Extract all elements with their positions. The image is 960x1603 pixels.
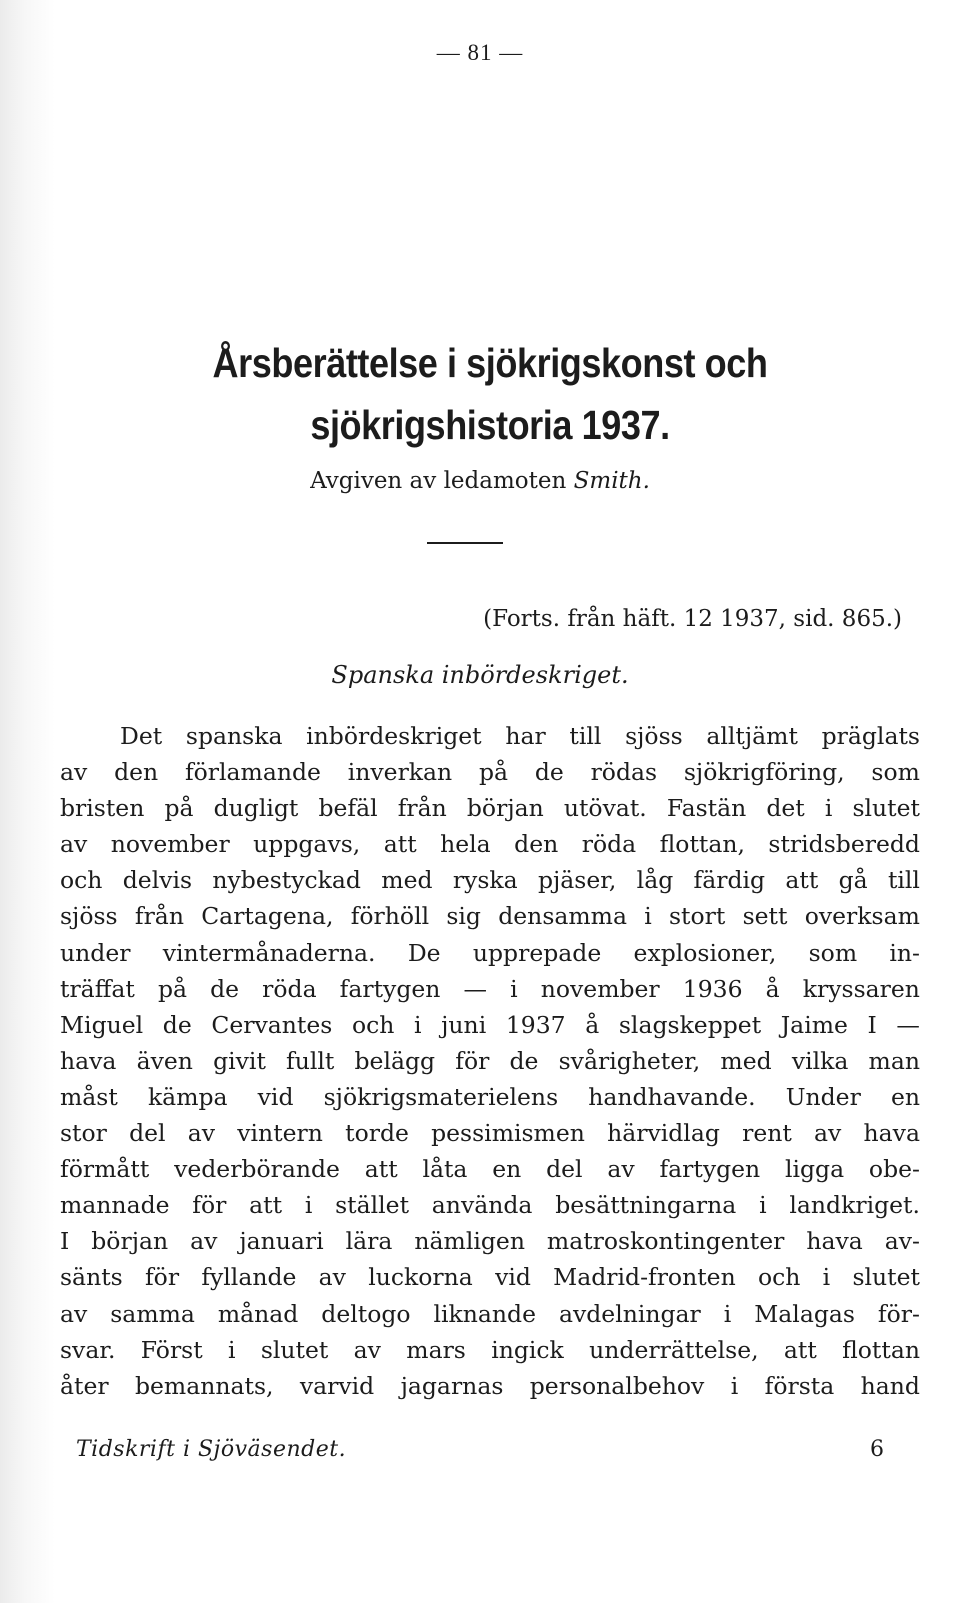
- word: i: [644, 902, 652, 931]
- word: att: [249, 1191, 283, 1220]
- body-line: [60, 898, 920, 934]
- word: hava: [806, 1227, 863, 1256]
- word: sänts: [60, 1263, 123, 1292]
- word: har: [505, 722, 546, 750]
- word: Under: [785, 1082, 861, 1111]
- word: till: [887, 866, 920, 895]
- word: i: [304, 1191, 313, 1220]
- word: hand: [860, 1371, 920, 1400]
- word: av: [190, 1227, 218, 1256]
- word: Miguel: [60, 1010, 144, 1039]
- word: lära: [345, 1227, 393, 1256]
- word: januari: [239, 1227, 324, 1256]
- word: de: [210, 974, 240, 1003]
- word: Först: [140, 1335, 203, 1364]
- word: fullt: [286, 1046, 335, 1075]
- body-line: [60, 862, 920, 898]
- word: deltogo: [321, 1299, 411, 1328]
- byline: [0, 468, 960, 494]
- word: en: [492, 1155, 522, 1184]
- word: att: [364, 1155, 398, 1184]
- word: Cervantes: [211, 1010, 333, 1039]
- word: torde: [345, 1119, 409, 1148]
- word: i: [824, 794, 833, 823]
- word: för: [455, 1046, 490, 1075]
- byline-prefix: Avgiven av ledamoten: [310, 468, 567, 494]
- word: med: [720, 1046, 772, 1075]
- word: Cartagena,: [201, 902, 334, 931]
- word: varvid: [299, 1371, 375, 1400]
- word: röda: [262, 974, 317, 1003]
- word: även: [136, 1046, 193, 1075]
- word: och: [351, 1010, 395, 1039]
- word: dugligt: [213, 794, 299, 823]
- word: personalbehov: [529, 1371, 705, 1400]
- body-line: [60, 1115, 920, 1151]
- word: givit: [213, 1046, 266, 1075]
- word: låg: [636, 866, 674, 895]
- word: alltjämt: [706, 722, 798, 750]
- word: liknande: [433, 1299, 537, 1328]
- word: handhavande.: [588, 1082, 756, 1111]
- word: med: [381, 866, 433, 895]
- word: av-: [884, 1227, 920, 1256]
- word: de: [534, 758, 564, 787]
- word: slutet: [260, 1335, 329, 1364]
- word: hela: [440, 830, 491, 859]
- word: inverkan: [347, 758, 453, 787]
- word: månad: [217, 1299, 299, 1328]
- article-title-line-1: Årsberättelse i sjökrigskonst och: [212, 340, 768, 386]
- body-line: [60, 1259, 920, 1295]
- footer-signature-mark: 6: [870, 1437, 884, 1462]
- word: pjäser,: [537, 866, 617, 895]
- word: belägg: [354, 1046, 436, 1075]
- byline-author: Smith.: [573, 468, 650, 494]
- word: av: [607, 1155, 635, 1184]
- body-line: [60, 935, 920, 971]
- word: del: [129, 1119, 166, 1148]
- word: flottan,: [659, 830, 745, 859]
- word: slutet: [852, 1263, 920, 1292]
- word: början: [466, 794, 544, 823]
- word: från: [134, 902, 184, 931]
- word: gå: [838, 866, 868, 895]
- footer-journal-title: Tidskrift i Sjöväsendet.: [76, 1437, 347, 1462]
- page-number: — 81 —: [436, 40, 524, 65]
- word: en: [890, 1082, 920, 1111]
- body-text: [60, 718, 920, 1404]
- word: för: [192, 1191, 227, 1220]
- word: explosioner,: [633, 938, 777, 967]
- word: för-: [877, 1299, 920, 1328]
- word: av: [60, 758, 88, 787]
- word: I: [60, 1227, 70, 1256]
- word: i: [723, 1299, 732, 1328]
- word: vintermånaderna.: [162, 938, 376, 967]
- word: Fastän: [666, 794, 747, 823]
- word: för: [144, 1263, 180, 1292]
- title-divider: [427, 542, 503, 544]
- word: slagskeppet: [618, 1010, 762, 1039]
- word: den: [514, 830, 559, 859]
- word: underrättelse,: [589, 1335, 759, 1364]
- word: svar.: [60, 1335, 116, 1364]
- body-line: [60, 1332, 920, 1368]
- word: upprepade: [472, 938, 602, 967]
- body-line: [60, 1368, 920, 1404]
- word: in-: [889, 938, 920, 967]
- body-line: [60, 718, 920, 754]
- word: utövat.: [563, 794, 647, 823]
- word: av: [353, 1335, 381, 1364]
- word: i: [228, 1335, 236, 1364]
- word: färdig: [693, 866, 766, 895]
- word: november: [110, 830, 230, 859]
- body-line: [60, 1043, 920, 1079]
- word: åter: [60, 1371, 109, 1400]
- word: härvidlag: [607, 1119, 720, 1148]
- word: under: [60, 938, 131, 967]
- word: fartygen: [339, 974, 441, 1003]
- body-line: [60, 790, 920, 826]
- word: stället: [335, 1191, 410, 1220]
- word: att: [783, 1335, 817, 1364]
- word: juni: [441, 1010, 487, 1039]
- word: kryssaren: [802, 974, 920, 1003]
- word: Malagas: [754, 1299, 855, 1328]
- word: I: [867, 1010, 877, 1039]
- word: 1937: [505, 1010, 566, 1039]
- body-line: [60, 1007, 920, 1043]
- word: de: [162, 1010, 192, 1039]
- word: och: [60, 866, 103, 895]
- word: luckorna: [368, 1263, 473, 1292]
- word: obe-: [868, 1155, 920, 1184]
- word: sett: [742, 902, 788, 931]
- word: vilka: [791, 1046, 849, 1075]
- word: besättningarna: [555, 1191, 737, 1220]
- word: låta: [422, 1155, 468, 1184]
- word: De: [407, 938, 441, 967]
- word: första: [764, 1371, 835, 1400]
- word: slutet: [852, 794, 920, 823]
- word: fartygen: [659, 1155, 761, 1184]
- word: av: [187, 1119, 216, 1148]
- word: röda: [581, 830, 637, 859]
- word: avdelningar: [558, 1299, 701, 1328]
- body-line: [60, 1296, 920, 1332]
- word: till: [569, 722, 602, 750]
- word: som: [808, 938, 858, 967]
- word: vid: [257, 1082, 294, 1111]
- word: inbördeskriget: [306, 722, 482, 750]
- word: ryska: [452, 866, 518, 895]
- word: rent: [742, 1119, 792, 1148]
- word: de: [509, 1046, 539, 1075]
- word: flottan: [842, 1335, 920, 1364]
- word: av: [318, 1263, 346, 1292]
- word: bemannats,: [134, 1371, 274, 1400]
- word: vid: [495, 1263, 531, 1292]
- word: präglats: [821, 722, 920, 750]
- word: början: [91, 1227, 169, 1256]
- word: uppgavs,: [253, 830, 361, 859]
- section-heading: Spanska inbördeskriget.: [331, 661, 629, 689]
- word: spanska: [185, 722, 283, 750]
- word: landkriget.: [789, 1191, 920, 1220]
- word: i: [730, 1371, 739, 1400]
- word: å: [765, 974, 780, 1003]
- word: rödas: [590, 758, 658, 787]
- word: av: [60, 830, 88, 859]
- word: ingick: [491, 1335, 564, 1364]
- word: på: [478, 758, 509, 787]
- body-line: [60, 754, 920, 790]
- word: å: [585, 1010, 600, 1039]
- word: i: [414, 1010, 422, 1039]
- word: hava: [60, 1046, 117, 1075]
- word: pessimismen: [431, 1119, 585, 1148]
- word: densamma: [498, 902, 627, 931]
- word: förlamande: [184, 758, 321, 787]
- word: fyllande: [201, 1263, 297, 1292]
- word: man: [868, 1046, 920, 1075]
- word: av: [814, 1119, 842, 1148]
- word: 1936: [682, 974, 743, 1003]
- word: av: [60, 1299, 88, 1328]
- word: —: [463, 974, 488, 1003]
- word: den: [114, 758, 159, 787]
- word: Det: [120, 722, 163, 750]
- word: nybestyckad: [212, 866, 361, 895]
- word: mannade: [60, 1191, 170, 1220]
- word: sjökrigsmaterielens: [323, 1082, 559, 1111]
- word: på: [157, 974, 187, 1003]
- word: vintern: [237, 1119, 323, 1148]
- word: stort: [669, 902, 726, 931]
- body-line: [60, 971, 920, 1007]
- word: som: [871, 758, 920, 787]
- body-line: [60, 1223, 920, 1259]
- word: Madrid-fronten: [553, 1263, 736, 1292]
- word: stridsberedd: [768, 830, 920, 859]
- body-line: [60, 1187, 920, 1223]
- word: ligga: [784, 1155, 845, 1184]
- word: delvis: [122, 866, 193, 895]
- word: sjöss: [60, 902, 118, 931]
- word: november: [540, 974, 660, 1003]
- word: nämligen: [414, 1227, 525, 1256]
- word: hava: [863, 1119, 920, 1148]
- word: svårigheter,: [558, 1046, 701, 1075]
- page-footer: [76, 1437, 884, 1462]
- word: vederbörande: [174, 1155, 340, 1184]
- word: att: [383, 830, 417, 859]
- word: på: [164, 794, 194, 823]
- word: att: [785, 866, 819, 895]
- article-title-line-2: sjökrigshistoria 1937.: [310, 402, 670, 448]
- word: sjöss: [625, 722, 683, 750]
- word: mars: [406, 1335, 466, 1364]
- body-line: [60, 826, 920, 862]
- body-line: [60, 1079, 920, 1115]
- continued-from-note: (Forts. från häft. 12 1937, sid. 865.): [483, 606, 902, 632]
- word: träffat: [60, 974, 135, 1003]
- word: samma: [110, 1299, 195, 1328]
- word: förmått: [60, 1155, 150, 1184]
- body-line: [60, 1151, 920, 1187]
- word: det: [766, 794, 805, 823]
- word: måst: [60, 1082, 118, 1111]
- word: stor: [60, 1119, 107, 1148]
- word: bristen: [60, 794, 145, 823]
- word: förhöll: [350, 902, 430, 931]
- word: jagarnas: [400, 1371, 504, 1400]
- word: Jaime: [780, 1010, 848, 1039]
- word: kämpa: [147, 1082, 228, 1111]
- word: sjökrigföring,: [683, 758, 845, 787]
- word: i: [759, 1191, 767, 1220]
- word: del: [546, 1155, 583, 1184]
- word: från: [397, 794, 447, 823]
- word: och: [757, 1263, 801, 1292]
- word: matroskontingenter: [546, 1227, 785, 1256]
- word: befäl: [318, 794, 378, 823]
- word: sig: [446, 902, 481, 931]
- word: i: [822, 1263, 831, 1292]
- word: overksam: [804, 902, 920, 931]
- word: i: [510, 974, 518, 1003]
- article-title: [147, 332, 833, 456]
- word: —: [896, 1010, 920, 1039]
- word: använda: [431, 1191, 533, 1220]
